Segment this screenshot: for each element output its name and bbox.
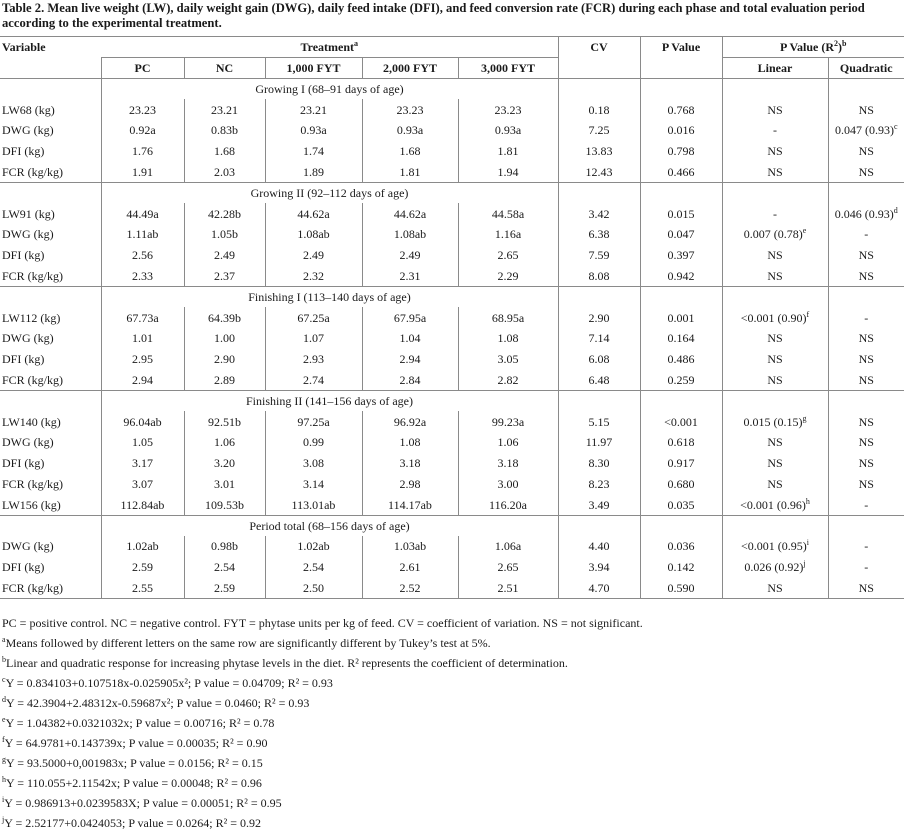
col-header-nc: NC	[184, 58, 265, 79]
cell-treatment-value: 23.21	[184, 99, 265, 120]
cell-pvalue: 0.942	[640, 266, 722, 287]
cell-treatment-value: 1.81	[458, 141, 558, 162]
cell-treatment-value: 2.98	[362, 474, 458, 495]
cell-quadratic: NS	[828, 432, 904, 453]
cell-treatment-value: 3.20	[184, 453, 265, 474]
cell-quadratic: NS	[828, 141, 904, 162]
footnote-mark: b	[2, 655, 6, 664]
footnote-mark: i	[2, 795, 5, 804]
cell-pvalue: 0.015	[640, 203, 722, 224]
footnote	[2, 753, 902, 773]
footnote	[2, 633, 902, 653]
cell-linear: NS	[722, 99, 828, 120]
cell-treatment-value: 64.39b	[184, 307, 265, 328]
cell-cv: 12.43	[558, 162, 640, 183]
cell-variable: DFI (kg)	[2, 144, 45, 159]
footnote	[2, 733, 902, 753]
cell-quadratic: -	[828, 494, 904, 515]
cell-quadratic: NS	[828, 245, 904, 266]
cell-linear: NS	[722, 328, 828, 349]
cell-treatment-value: 112.84ab	[101, 494, 184, 515]
footnote-mark: a	[2, 635, 6, 644]
cell-treatment-value: 109.53b	[184, 494, 265, 515]
cell-variable: FCR (kg/kg)	[2, 164, 64, 179]
cell-treatment-value: 97.25a	[265, 411, 362, 432]
cell-linear: NS	[722, 141, 828, 162]
cell-linear: 0.015 $(0.15)^g$	[722, 411, 828, 432]
cell-treatment-value: 1.06	[458, 432, 558, 453]
cell-variable: LW91 (kg)	[2, 206, 55, 221]
cell-treatment-value: 2.37	[184, 266, 265, 287]
cell-treatment-value: 1.08	[458, 328, 558, 349]
cell-quadratic: NS	[828, 328, 904, 349]
section-row	[0, 286, 904, 307]
cell-linear: <0.001 $(0.90)^f$	[722, 307, 828, 328]
cell-linear: 0.007 $(0.78)^e$	[722, 224, 828, 245]
cell-treatment-value: 44.62a	[362, 203, 458, 224]
cell-treatment-value: 0.93a	[265, 120, 362, 141]
footnote-text: Y = 0.834103+0.107518x-0.025905x²; P value = 0.04709; R² = 0.93	[5, 676, 333, 690]
section-row	[0, 182, 904, 203]
cell-linear: NS	[722, 370, 828, 391]
table-body	[0, 79, 904, 599]
table-row	[0, 557, 904, 578]
cell-linear: -	[722, 120, 828, 141]
cell-cv: 6.08	[558, 349, 640, 370]
cell-variable: DFI (kg)	[2, 248, 45, 263]
results-table	[0, 36, 904, 599]
footnote-text: Y = 110.055+2.11542x; P value = 0.00048; R² = 0.96	[6, 776, 262, 790]
section-title: Growing II (92–112 days of age)	[101, 182, 558, 203]
cell-variable: LW68 (kg)	[2, 102, 55, 117]
footnote	[2, 653, 902, 673]
cell-linear: NS	[722, 245, 828, 266]
cell-cv: 4.70	[558, 578, 640, 599]
cell-treatment-value: 2.74	[265, 370, 362, 391]
table-caption: Table 2. Mean live weight (LW), daily weight gain (DWG), daily feed intake (DFI), and feed conversion rate (FCR) during each phase and total evaluation period according to the experimental treatment.	[2, 1, 865, 30]
cell-treatment-value: 0.83b	[184, 120, 265, 141]
cell-quadratic: NS	[828, 578, 904, 599]
cell-pvalue: 0.142	[640, 557, 722, 578]
footnote-mark: h	[2, 775, 6, 784]
col-header-3000fyt: 3,000 FYT	[458, 58, 558, 79]
cell-variable: DWG (kg)	[2, 331, 54, 346]
table-row	[0, 224, 904, 245]
cell-cv: 4.40	[558, 536, 640, 557]
cell-cv: 0.18	[558, 99, 640, 120]
cell-cv: 7.25	[558, 120, 640, 141]
cell-treatment-value: 1.03ab	[362, 536, 458, 557]
table-footnotes	[2, 613, 902, 833]
cell-treatment-value: 67.73a	[101, 307, 184, 328]
cell-variable: FCR (kg/kg)	[2, 372, 64, 387]
cell-treatment-value: 1.94	[458, 162, 558, 183]
cell-treatment-value: 3.07	[101, 474, 184, 495]
cell-variable: DFI (kg)	[2, 352, 45, 367]
table-row	[0, 120, 904, 141]
col-header-variable: Variable	[0, 37, 101, 58]
cell-treatment-value: 2.95	[101, 349, 184, 370]
cell-pvalue: 0.917	[640, 453, 722, 474]
cell-treatment-value: 3.17	[101, 453, 184, 474]
cell-treatment-value: 2.49	[265, 245, 362, 266]
header-row-1	[0, 37, 904, 58]
cell-treatment-value: 1.05b	[184, 224, 265, 245]
footnote-mark: f	[2, 735, 5, 744]
footnote-text: Linear and quadratic response for increasing phytase levels in the diet. R² represents the coefficient of determination.	[6, 656, 568, 670]
cell-treatment-value: 92.51b	[184, 411, 265, 432]
cell-cv: 11.97	[558, 432, 640, 453]
cell-treatment-value: 2.49	[184, 245, 265, 266]
cell-treatment-value: 1.06	[184, 432, 265, 453]
table-row	[0, 349, 904, 370]
footnote-text: Means followed by different letters on the same row are significantly different by Tukey’s test at 5%.	[5, 636, 491, 650]
cell-treatment-value: 1.06a	[458, 536, 558, 557]
cell-treatment-value: 2.89	[184, 370, 265, 391]
cell-linear: -	[722, 203, 828, 224]
table-row	[0, 307, 904, 328]
cell-treatment-value: 2.65	[458, 245, 558, 266]
cell-pvalue: 0.047	[640, 224, 722, 245]
cell-treatment-value: 2.55	[101, 578, 184, 599]
cell-treatment-value: 2.65	[458, 557, 558, 578]
cell-treatment-value: 116.20a	[458, 494, 558, 515]
cell-quadratic: 0.046 $(0.93)^d$	[828, 203, 904, 224]
footnote	[2, 693, 902, 713]
cell-pvalue: 0.001	[640, 307, 722, 328]
cell-quadratic: NS	[828, 370, 904, 391]
cell-treatment-value: 114.17ab	[362, 494, 458, 515]
cell-pvalue: 0.035	[640, 494, 722, 515]
cell-quadratic: NS	[828, 453, 904, 474]
cell-pvalue: 0.397	[640, 245, 722, 266]
cell-linear: NS	[722, 453, 828, 474]
header-row-2	[0, 58, 904, 79]
cell-treatment-value: 23.23	[101, 99, 184, 120]
section-title: Finishing I (113–140 days of age)	[101, 286, 558, 307]
table-row	[0, 453, 904, 474]
cell-variable: DFI (kg)	[2, 560, 45, 575]
cell-variable: DWG (kg)	[2, 435, 54, 450]
cell-treatment-value: 3.18	[458, 453, 558, 474]
cell-treatment-value: 44.58a	[458, 203, 558, 224]
cell-pvalue: 0.590	[640, 578, 722, 599]
cell-treatment-value: 2.50	[265, 578, 362, 599]
cell-treatment-value: 2.61	[362, 557, 458, 578]
section-row	[0, 515, 904, 536]
cell-treatment-value: 3.01	[184, 474, 265, 495]
cell-treatment-value: 2.59	[184, 578, 265, 599]
cell-quadratic: NS	[828, 411, 904, 432]
cell-treatment-value: 0.92a	[101, 120, 184, 141]
cell-treatment-value: 2.33	[101, 266, 184, 287]
cell-treatment-value: 2.31	[362, 266, 458, 287]
footnote-text: Y = 0.986913+0.0239583X; P value = 0.00051; R² = 0.95	[4, 796, 282, 810]
cell-variable: DWG (kg)	[2, 539, 54, 554]
col-header-linear: Linear	[722, 58, 828, 79]
col-header-treatment: Treatment$^a$	[101, 37, 558, 58]
cell-treatment-value: 2.51	[458, 578, 558, 599]
cell-treatment-value: 2.59	[101, 557, 184, 578]
cell-treatment-value: 2.29	[458, 266, 558, 287]
cell-treatment-value: 1.02ab	[101, 536, 184, 557]
cell-treatment-value: 1.16a	[458, 224, 558, 245]
table-row	[0, 99, 904, 120]
table-row	[0, 474, 904, 495]
cell-quadratic: NS	[828, 474, 904, 495]
footnote-mark: c	[2, 675, 6, 684]
cell-cv: 7.59	[558, 245, 640, 266]
cell-treatment-value: 1.11ab	[101, 224, 184, 245]
cell-treatment-value: 67.25a	[265, 307, 362, 328]
cell-treatment-value: 1.02ab	[265, 536, 362, 557]
section-row	[0, 79, 904, 100]
cell-treatment-value: 2.49	[362, 245, 458, 266]
cell-cv: 6.48	[558, 370, 640, 391]
cell-treatment-value: 1.04	[362, 328, 458, 349]
cell-treatment-value: 96.92a	[362, 411, 458, 432]
col-header-quadratic: Quadratic	[828, 58, 904, 79]
cell-treatment-value: 1.81	[362, 162, 458, 183]
col-header-2000fyt: 2,000 FYT	[362, 58, 458, 79]
cell-linear: <0.001 $(0.96)^h$	[722, 494, 828, 515]
cell-treatment-value: 23.23	[362, 99, 458, 120]
cell-variable: LW140 (kg)	[2, 414, 61, 429]
cell-treatment-value: 1.05	[101, 432, 184, 453]
cell-linear: NS	[722, 474, 828, 495]
table-row	[0, 245, 904, 266]
cell-cv: 8.30	[558, 453, 640, 474]
cell-treatment-value: 2.54	[265, 557, 362, 578]
footnote-text: PC = positive control. NC = negative control. FYT = phytase units per kg of feed. CV = coefficient of variation. NS = not significant.	[2, 616, 643, 630]
cell-cv: 5.15	[558, 411, 640, 432]
table-row	[0, 203, 904, 224]
footnote	[2, 813, 902, 833]
footnote-mark: d	[2, 695, 6, 704]
cell-linear: NS	[722, 162, 828, 183]
cell-pvalue: 0.164	[640, 328, 722, 349]
table-row	[0, 328, 904, 349]
cell-treatment-value: 1.00	[184, 328, 265, 349]
cell-variable: LW156 (kg)	[2, 497, 61, 512]
cell-cv: 13.83	[558, 141, 640, 162]
section-title: Growing I (68–91 days of age)	[101, 79, 558, 100]
cell-treatment-value: 1.89	[265, 162, 362, 183]
cell-treatment-value: 1.68	[362, 141, 458, 162]
table-row	[0, 266, 904, 287]
footnote	[2, 713, 902, 733]
footnote	[2, 773, 902, 793]
col-header-pvalue: P Value	[640, 37, 722, 58]
footnote-text: Y = 93.5000+0,001983x; P value = 0.0156; R² = 0.15	[6, 756, 263, 770]
cell-linear: NS	[722, 266, 828, 287]
cell-treatment-value: 3.08	[265, 453, 362, 474]
cell-treatment-value: 3.00	[458, 474, 558, 495]
cell-treatment-value: 2.56	[101, 245, 184, 266]
cell-linear: NS	[722, 578, 828, 599]
cell-treatment-value: 68.95a	[458, 307, 558, 328]
cell-treatment-value: 1.68	[184, 141, 265, 162]
cell-pvalue: 0.680	[640, 474, 722, 495]
cell-pvalue: 0.486	[640, 349, 722, 370]
cell-variable: FCR (kg/kg)	[0, 578, 101, 599]
cell-treatment-value: 0.99	[265, 432, 362, 453]
table-row	[0, 432, 904, 453]
cell-pvalue: 0.259	[640, 370, 722, 391]
cell-quadratic: -	[828, 536, 904, 557]
cell-treatment-value: 2.32	[265, 266, 362, 287]
cell-treatment-value: 2.54	[184, 557, 265, 578]
footnote	[2, 673, 902, 693]
cell-treatment-value: 2.52	[362, 578, 458, 599]
cell-cv: 7.14	[558, 328, 640, 349]
footnote	[2, 793, 902, 813]
table-row	[0, 162, 904, 183]
cell-pvalue: 0.036	[640, 536, 722, 557]
col-header-cv: CV	[558, 37, 640, 58]
col-header-pvalue-r2: P Value $(R^2)^b$	[722, 37, 904, 58]
cell-variable: DWG (kg)	[2, 123, 54, 138]
cell-cv: 8.08	[558, 266, 640, 287]
cell-cv: 6.38	[558, 224, 640, 245]
cell-linear: NS	[722, 432, 828, 453]
cell-quadratic: NS	[828, 162, 904, 183]
col-header-1000fyt: 1,000 FYT	[265, 58, 362, 79]
cell-cv: 3.42	[558, 203, 640, 224]
cell-treatment-value: 0.98b	[184, 536, 265, 557]
cell-variable: FCR (kg/kg)	[2, 268, 64, 283]
cell-treatment-value: 2.84	[362, 370, 458, 391]
cell-variable: LW112 (kg)	[2, 310, 61, 325]
section-row	[0, 390, 904, 411]
table-row	[0, 536, 904, 557]
cell-treatment-value: 3.18	[362, 453, 458, 474]
cell-treatment-value: 2.82	[458, 370, 558, 391]
cell-cv: 3.94	[558, 557, 640, 578]
cell-pvalue: 0.016	[640, 120, 722, 141]
cell-treatment-value: 3.05	[458, 349, 558, 370]
cell-quadratic: -	[828, 557, 904, 578]
cell-linear: 0.026 $(0.92)^j$	[722, 557, 828, 578]
cell-pvalue: 0.798	[640, 141, 722, 162]
cell-variable: DFI (kg)	[2, 456, 45, 471]
cell-quadratic: NS	[828, 99, 904, 120]
cell-treatment-value: 23.23	[458, 99, 558, 120]
footnote-text: Y = 64.9781+0.143739x; P value = 0.00035; R² = 0.90	[4, 736, 268, 750]
footnote-mark: g	[2, 755, 6, 764]
cell-quadratic: NS	[828, 349, 904, 370]
table-row	[0, 370, 904, 391]
cell-treatment-value: 113.01ab	[265, 494, 362, 515]
cell-treatment-value: 42.28b	[184, 203, 265, 224]
cell-treatment-value: 2.94	[362, 349, 458, 370]
cell-variable: DWG (kg)	[2, 227, 54, 242]
cell-treatment-value: 2.93	[265, 349, 362, 370]
footnote-mark: j	[2, 815, 5, 824]
table-row	[0, 578, 904, 599]
cell-treatment-value: 1.08ab	[362, 224, 458, 245]
cell-pvalue: <0.001	[640, 411, 722, 432]
cell-treatment-value: 1.76	[101, 141, 184, 162]
footnote	[2, 613, 902, 633]
cell-variable: FCR (kg/kg)	[2, 477, 64, 492]
cell-linear: <0.001 $(0.95)^i$	[722, 536, 828, 557]
table-row	[0, 494, 904, 515]
section-title: Period total (68–156 days of age)	[101, 515, 558, 536]
col-header-pc: PC	[101, 58, 184, 79]
cell-pvalue: 0.618	[640, 432, 722, 453]
cell-quadratic: 0.047 $(0.93)^c$	[828, 120, 904, 141]
cell-treatment-value: 2.03	[184, 162, 265, 183]
cell-treatment-value: 2.94	[101, 370, 184, 391]
cell-treatment-value: 1.91	[101, 162, 184, 183]
cell-treatment-value: 23.21	[265, 99, 362, 120]
section-title: Finishing II (141–156 days of age)	[101, 390, 558, 411]
cell-treatment-value: 96.04ab	[101, 411, 184, 432]
cell-cv: 2.90	[558, 307, 640, 328]
cell-treatment-value: 3.14	[265, 474, 362, 495]
cell-treatment-value: 0.93a	[458, 120, 558, 141]
table-row	[0, 411, 904, 432]
cell-treatment-value: 44.49a	[101, 203, 184, 224]
cell-treatment-value: 2.90	[184, 349, 265, 370]
cell-treatment-value: 1.08ab	[265, 224, 362, 245]
cell-treatment-value: 99.23a	[458, 411, 558, 432]
footnote-text: Y = 42.3904+2.48312x-0.59687x²; P value = 0.0460; R² = 0.93	[6, 696, 310, 710]
cell-treatment-value: 0.93a	[362, 120, 458, 141]
footnote-text: Y = 2.52177+0.0424053; P value = 0.0264; R² = 0.92	[4, 816, 262, 830]
footnote-text: Y = 1.04382+0.0321032x; P value = 0.00716; R² = 0.78	[5, 716, 275, 730]
cell-linear: NS	[722, 349, 828, 370]
cell-treatment-value: 1.08	[362, 432, 458, 453]
cell-pvalue: 0.466	[640, 162, 722, 183]
cell-quadratic: -	[828, 224, 904, 245]
table-row	[0, 141, 904, 162]
cell-cv: 3.49	[558, 494, 640, 515]
cell-quadratic: NS	[828, 266, 904, 287]
cell-cv: 8.23	[558, 474, 640, 495]
cell-treatment-value: 1.74	[265, 141, 362, 162]
cell-treatment-value: 1.07	[265, 328, 362, 349]
cell-pvalue: 0.768	[640, 99, 722, 120]
cell-treatment-value: 67.95a	[362, 307, 458, 328]
cell-treatment-value: 1.01	[101, 328, 184, 349]
cell-quadratic: -	[828, 307, 904, 328]
cell-treatment-value: 44.62a	[265, 203, 362, 224]
footnote-mark: e	[2, 715, 6, 724]
